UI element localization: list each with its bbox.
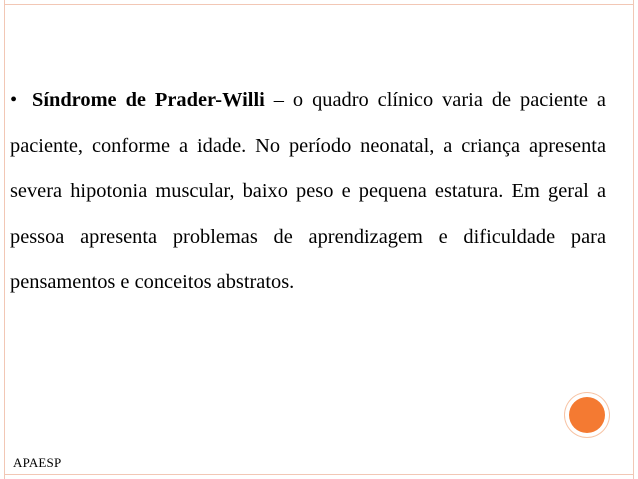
bullet-icon: •: [10, 89, 18, 111]
frame-right-line: [633, 0, 634, 479]
frame-left-line: [4, 0, 5, 479]
frame-top-line: [4, 4, 634, 5]
slide-body-text: [10, 78, 606, 306]
orange-circle-icon: [569, 397, 605, 433]
syndrome-description: – o quadro clínico varia de paciente a paciente, conforme a idade. No período neonatal, a criança apresenta severa hipotonia muscular, baixo peso e pequena estatura. Em geral a pessoa apresenta problemas de aprendizagem e dificuldade para pensamentos e conceitos abstratos.: [10, 89, 606, 293]
footer-label: APAESP: [13, 455, 62, 470]
frame-bottom-line: [4, 474, 634, 475]
syndrome-name: Síndrome de Prader-Willi: [32, 89, 265, 111]
